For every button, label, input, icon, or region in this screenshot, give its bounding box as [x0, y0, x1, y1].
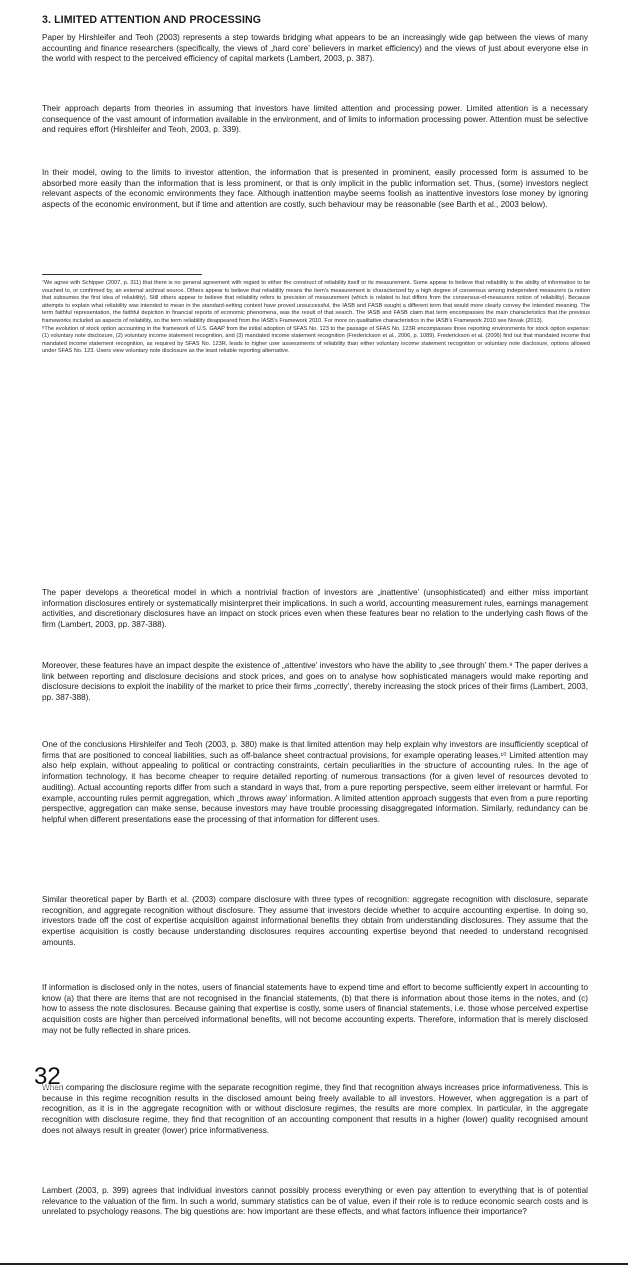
footnote-8: ⁸The evolution of stock option accounting in the framework of U.S. GAAP from the initial adoption of SFAS No. 123 to the passage of SFAS No. 123R encompasses three reporting environments for stock option expense: (1) voluntary note disclosure, (2) voluntary income statement recognition, and (3) mandated income statement recognition (Frederickson et al., 2006, p. 1089). Frederickson et al. (2006) find out that mandated income that mandated income statement recognition, as required by SFAS No. 123R, leads to higher user assessments of reliability than either voluntary income statement recognition or voluntary note disclosure, options allowed under SFAS No. 123. Users view voluntary note disclosure as the least reliable reporting alternative.	[42, 325, 590, 355]
paragraph-approach: Their approach departs from theories in assuming that investors have limited attention and processing power. Limited attention is a necessary consequence of the vast amount of information available in the environment, and of limits to information processing power. Attention must be selective and requires effort (Hirshleifer and Teoh, 2003, p. 339).	[42, 104, 588, 135]
page-number: 32	[34, 1063, 61, 1090]
paragraph-model: In their model, owing to the limits to investor attention, the information that is presented in prominent, easily processed form is assumed to be absorbed more easily than the information that is less prominent, or that is only implicit in the public information set. Thus, (some) investors neglect relevant aspects of the economic environments they face. Although inattention maybe seems foolish as inattentive investors lose money by ignoring aspects of the economic environment, but if time and attention are costly, such behaviour may be reasonable (see Barth et al., 2003 below).	[42, 168, 588, 210]
paragraph-lambert: Lambert (2003, p. 399) agrees that individual investors cannot possibly process everything or even pay attention to everything that is of potential relevance to the valuation of the firm. In such a world, summary statistics can be of value, even if their role is to reduce economic search costs and is unrelated to psychology reasons. The big questions are: how important are these effects, and what factors influence their importance?	[42, 1186, 588, 1217]
footnote-7: ⁷We agree with Schipper (2007, p. 311) that there is no general agreement with regard to either the construct of reliability itself or its measurement. Some appear to believe that reliability is the ability of information to be vouched to, or confirmed by, an external archival source. Others appear to believe that reliability means the item’s measurement is characterized by a high degree of consensus among independent measurers (a notion that subsumes the first idea of reliability). Still others appear to believe that reliability refers to precision of measurement (which is related to but differs from the consensus-of-measurers notion of reliability). Because attempts to explain what reliability was intended to mean in the standard-setting context have proved unsuccessful, the IASB and FASB sought a different term that would more clearly convey the intended meaning. The term faithful representation, the faithful depiction in financial reports of economic phenomena, was the result of that search. The IASB and FASB claim that term encompasses the main characteristics that the previous frameworks included as aspects of reliability, so the term reliability disappeared from the IASB’s Framework 2010. For more on qualitative characteristics in the IASB’s Framework 2010 see Novak (2013).	[42, 280, 590, 324]
section-heading: 3. LIMITED ATTENTION AND PROCESSING	[42, 14, 262, 26]
footnotes	[42, 280, 590, 356]
paragraph-barth: Similar theoretical paper by Barth et al. (2003) compare disclosure with three types of recognition: aggregate recognition with disclosure, separate recognition, and aggregate recognition without disclosure. They assume that investors decide whether to acquire accounting expertise. In doing so, investors trade off the cost of expertise acquisition against informational benefits they obtain from understanding disclosures. They assume that the expertise acquisition is costly because understanding disclosures requires accounting expertise beyond that needed to understand recognised amounts.	[42, 895, 588, 947]
paragraph-recognition-regime: When comparing the disclosure regime with the separate recognition regime, they find that recognition always increases price informativeness. This is because in this regime recognition results in the disclosed amount being freely available to all investors. However, when aggregation is a part of recognition, as it is in the aggregate recognition with or without disclosure regimes, the results are more complex. In particular, in the aggregate recognition with disclosure regime, they find that recognition of an accounting component that results in a higher (lower) quality recognised amount does not always result in greater (lower) price informativeness.	[42, 1083, 588, 1135]
paragraph-intro: Paper by Hirshleifer and Teoh (2003) represents a step towards bridging what appears to be an increasingly wide gap between the views of many accounting and finance researchers (specifically, the views of „hard core’ believers in market efficiency) and the views of just about everyone else in the world with respect to the perceived efficiency of capital markets (Lambert, 2003, p. 387).	[42, 33, 588, 64]
paragraph-theoretical-model: The paper develops a theoretical model in which a nontrivial fraction of investors are „inattentive’ (unsophisticated) and either miss important information disclosures entirely or systematically misinterpret their implications. In such a world, accounting measurement rules, earnings management activities, and discretionary disclosures have an impact on stock prices even when these features bear no relation to the underlying cash flows of the firm (Lambert, 2003, pp. 387-388).	[42, 588, 588, 630]
paragraph-attentive-investors: Moreover, these features have an impact despite the existence of „attentive’ investors who have the ability to „see through’ them.⁹ The paper derives a link between reporting and disclosure decisions and stock prices, and goes on to analyse how sophisticated managers would make reporting and disclosure decisions to exploit the inability of the market to price their firms „correctly’, thereby increasing the stock prices of their firms (Lambert, 2003, pp. 387-388).	[42, 661, 588, 703]
footnote-divider	[42, 274, 202, 275]
paragraph-notes-disclosure: If information is disclosed only in the notes, users of financial statements have to expend time and effort to become sufficiently expert in accounting to know (a) that there are items that are not recognised in the financial statements, (b) that there is information about those items in the notes, and (c) how to assess the note disclosures. Because gaining that expertise is costly, some users of financial statements, i.e. those whose perceived expertise acquisition costs are higher than perceived informational benefits, will not become accounting experts. Therefore, information that is merely disclosed may not be fully reflected in share prices.	[42, 983, 588, 1035]
paragraph-conclusions: One of the conclusions Hirshleifer and Teoh (2003, p. 380) make is that limited attention may help explain why investors are insufficiently sceptical of firms that are positioned to conceal liabilities, such as off-balance sheet contractual provisions, for example operating leases.¹⁰ Limited attention may also help explain, without appealing to political or contracting constraints, certain peculiarities in the structure of accounting rules. In the age of information technology, it has become cheaper to require detailed reporting of numerous transactions (for a given level of resources devoted to auditing). Actual accounting reports differ from such a standard in ways that, from a pure reporting perspective, seem either irrelevant or harmful. For example, accounting rules permit aggregation, which „throws away’ information. A limited attention approach suggests that even from a pure reporting perspective, aggregation can make sense, because investors may have trouble processing disaggregated information. Similarly, redundancy can be helpful when different presentations ease the processing of that information for different uses.	[42, 740, 588, 824]
bottom-border	[0, 1263, 628, 1265]
